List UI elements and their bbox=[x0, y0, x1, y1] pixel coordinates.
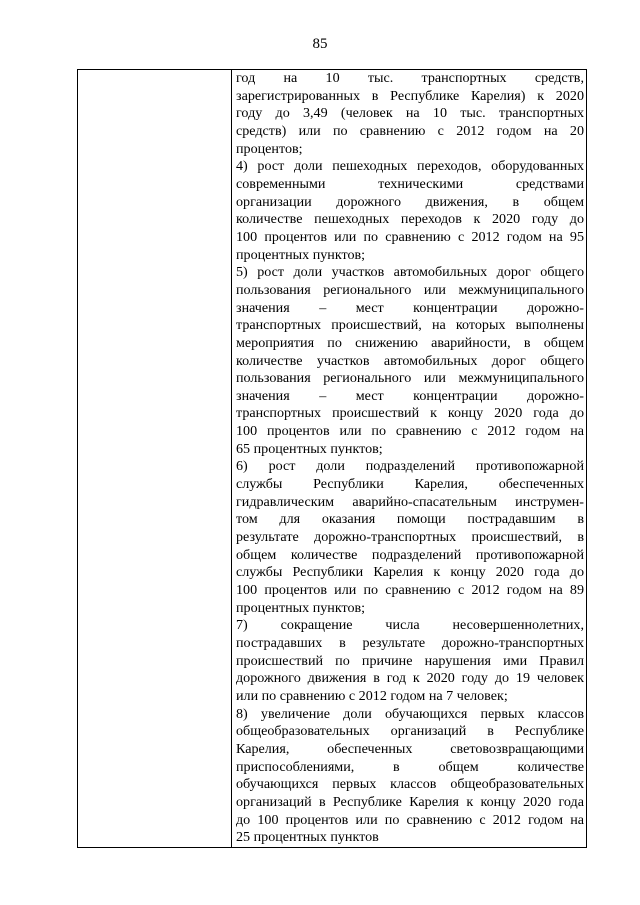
text-line: 65 процентных пунктов; bbox=[236, 440, 383, 457]
text-line: организации дорожного движения, в общем bbox=[236, 193, 584, 210]
text-line: транспортных происшествий, на которых выполнены bbox=[236, 317, 584, 334]
text-line: гидравлическим аварийно-спасательным инструмен- bbox=[236, 493, 584, 510]
text-line: процентных пунктов; bbox=[236, 246, 366, 263]
text-line: современными техническими средствами bbox=[236, 175, 584, 192]
text-line: службы Республики Карелия к концу 2020 года до bbox=[236, 564, 584, 581]
text-line: процентов; bbox=[236, 140, 303, 157]
text-line: 100 процентов или по сравнению с 2012 годом на 95 bbox=[236, 228, 584, 245]
text-line: приспособлениями, в общем количестве bbox=[236, 758, 584, 775]
text-line: 6) рост доли подразделений противопожарной bbox=[236, 458, 584, 475]
text-line: общем количестве подразделений противопожарной bbox=[236, 546, 584, 563]
text-line: до 100 процентов или по сравнению с 2012 годом на bbox=[236, 811, 584, 828]
text-line: пользования регионального или межмуниципального bbox=[236, 370, 584, 387]
left-column-cell bbox=[78, 70, 232, 848]
text-line: пострадавших в результате дорожно-транспортных bbox=[236, 635, 584, 651]
targets-text bbox=[232, 70, 586, 847]
text-line: Карелия, обеспеченных световозвращающими bbox=[236, 740, 584, 757]
text-line: 7) сокращение числа несовершеннолетних, bbox=[236, 617, 584, 634]
text-line: значения – мест концентрации дорожно- bbox=[236, 387, 584, 404]
text-line: 25 процентных пунктов bbox=[236, 829, 379, 846]
text-line: 100 процентов или по сравнению с 2012 годом на 89 bbox=[236, 582, 584, 599]
text-line: значения – мест концентрации дорожно- bbox=[236, 299, 584, 316]
text-line: зарегистрированных в Республике Карелия) к 2020 bbox=[236, 87, 584, 104]
document-table bbox=[77, 69, 587, 848]
text-line: происшествий по причине нарушения ими Правил bbox=[236, 652, 584, 669]
text-line: результате дорожно-транспортных происшествий, в bbox=[236, 529, 584, 546]
text-line: пользования регионального или межмуниципального bbox=[236, 281, 584, 298]
page-number: 85 bbox=[312, 36, 328, 52]
text-line: количестве участков автомобильных дорог общего bbox=[236, 352, 584, 369]
text-line: обучающихся первых классов общеобразовательных bbox=[236, 776, 584, 793]
text-line: году до 3,49 (человек на 10 тыс. транспортных bbox=[236, 105, 584, 122]
text-line: количестве пешеходных переходов к 2020 году до bbox=[236, 211, 584, 228]
table-row bbox=[78, 70, 587, 848]
text-line: транспортных происшествий к концу 2020 года до bbox=[236, 405, 584, 422]
text-line: год на 10 тыс. транспортных средств, bbox=[236, 70, 584, 86]
text-line: процентных пунктов; bbox=[236, 599, 366, 616]
text-line: службы Республики Карелия, обеспеченных bbox=[236, 476, 584, 493]
text-line: дорожного движения в год к 2020 году до 19 человек bbox=[236, 670, 584, 687]
text-line: или по сравнению с 2012 годом на 7 человек; bbox=[236, 687, 508, 704]
text-line: том для оказания помощи пострадавшим в bbox=[236, 511, 584, 528]
text-line: 8) увеличение доли обучающихся первых классов bbox=[236, 705, 584, 722]
text-line: общеобразовательных организаций в Республике bbox=[236, 723, 584, 740]
text-line: 4) рост доли пешеходных переходов, оборудованных bbox=[236, 158, 584, 175]
text-line: средств) или по сравнению с 2012 годом на 20 bbox=[236, 122, 584, 139]
text-line: 100 процентов или по сравнению с 2012 годом на bbox=[236, 423, 584, 440]
text-line: организаций в Республике Карелия к концу 2020 года bbox=[236, 793, 584, 810]
text-line: мероприятия по снижению аварийности, в общем bbox=[236, 334, 584, 351]
text-line: 5) рост доли участков автомобильных дорог общего bbox=[236, 264, 584, 281]
right-column-cell bbox=[232, 70, 587, 848]
